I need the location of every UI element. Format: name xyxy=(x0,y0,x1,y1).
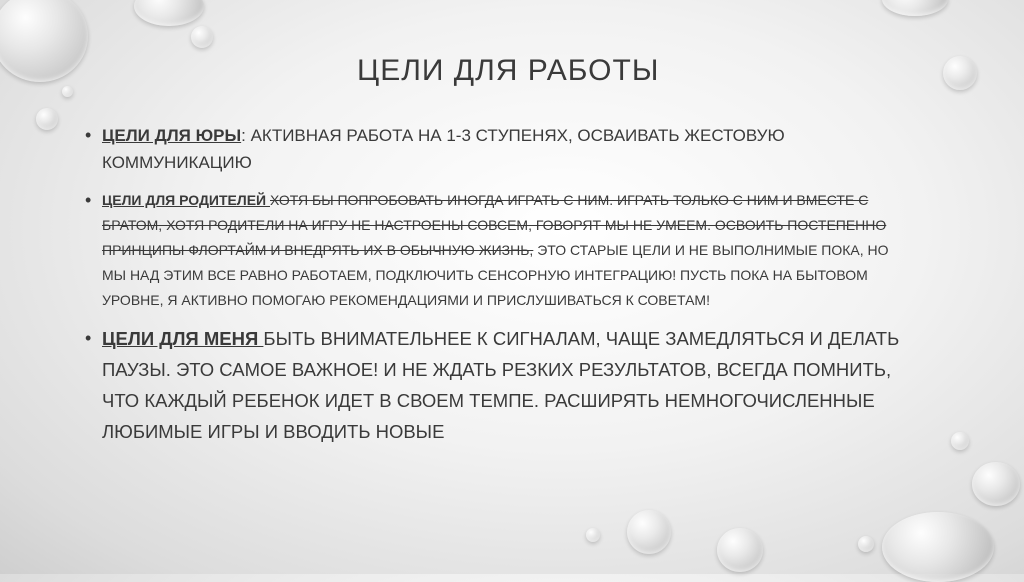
bullet-dot: • xyxy=(85,190,92,210)
bullet-item-parents xyxy=(85,188,915,313)
water-drop xyxy=(951,432,969,450)
bullet-label: ЦЕЛИ ДЛЯ РОДИТЕЛЕЙ xyxy=(102,192,270,208)
bullet-dot: • xyxy=(85,328,92,348)
bullet-item-yura xyxy=(85,122,915,176)
water-drop xyxy=(627,510,671,554)
water-drop xyxy=(972,462,1020,506)
bullet-item-me xyxy=(85,323,915,447)
water-drop xyxy=(717,528,763,572)
water-drop xyxy=(882,0,948,16)
bullet-dot: • xyxy=(85,125,92,145)
water-drop xyxy=(943,56,977,90)
bullet-label: ЦЕЛИ ДЛЯ ЮРЫ xyxy=(102,126,242,145)
bullet-text: ЭТО СТАРЫЕ ЦЕЛИ И НЕ ВЫПОЛНИМЫЕ ПОКА, НО МЫ НАД ЭТИМ ВСЕ РАВНО РАБОТАЕМ, ПОДКЛЮЧИТЬ СЕНСОРНУЮ ИНТЕГРАЦИЮ! ПУСТЬ ПОКА НА БЫТОВОМ УРОВНЕ, Я АКТИВНО ПОМОГАЮ РЕКОМЕНДАЦИЯМИ И ПРИСЛУШИВАТЬСЯ К СОВЕТАМ! xyxy=(102,242,889,308)
water-drop xyxy=(36,108,58,130)
water-drop xyxy=(586,528,600,542)
water-drop xyxy=(882,512,994,582)
water-drop xyxy=(858,536,874,552)
bullet-separator: : xyxy=(241,126,246,145)
slide-title: ЦЕЛИ ДЛЯ РАБОТЫ xyxy=(357,54,660,87)
bullet-list xyxy=(85,122,915,447)
bullet-strikethrough-text: ХОТЯ БЫ ПОПРОБОВАТЬ ИНОГДА ИГРАТЬ С НИМ. ИГРАТЬ ТОЛЬКО С НИМ И ВМЕСТЕ С БРАТОМ, ХОТЯ РОДИТЕЛИ НА ИГРУ НЕ НАСТРОЕНЫ СОВСЕМ, ГОВОРЯТ МЫ НЕ УМЕЕМ. ОСВОИТЬ ПОСТЕПЕННО ПРИНЦИПЫ ФЛОРТАЙМ И ВНЕДРЯТЬ ИХ В ОБЫЧНУЮ ЖИЗНЬ, xyxy=(102,192,887,258)
bullet-text: АКТИВНАЯ РАБОТА НА 1-3 СТУПЕНЯХ, ОСВАИВАТЬ ЖЕСТОВУЮ КОММУНИКАЦИЮ xyxy=(102,126,785,172)
water-drop xyxy=(191,26,213,48)
bullet-text: БЫТЬ ВНИМАТЕЛЬНЕЕ К СИГНАЛАМ, ЧАЩЕ ЗАМЕДЛЯТЬСЯ И ДЕЛАТЬ ПАУЗЫ. ЭТО САМОЕ ВАЖНОЕ! И НЕ ЖДАТЬ РЕЗКИХ РЕЗУЛЬТАТОВ, ВСЕГДА ПОМНИТЬ, ЧТО КАЖДЫЙ РЕБЕНОК ИДЕТ В СВОЕМ ТЕМПЕ. РАСШИРЯТЬ НЕМНОГОЧИСЛЕННЫЕ ЛЮБИМЫЕ ИГРЫ И ВВОДИТЬ НОВЫЕ xyxy=(102,328,900,442)
water-drop xyxy=(0,0,88,82)
bullet-label: ЦЕЛИ ДЛЯ МЕНЯ xyxy=(102,328,264,349)
water-drop xyxy=(62,86,73,97)
water-drop xyxy=(134,0,204,26)
